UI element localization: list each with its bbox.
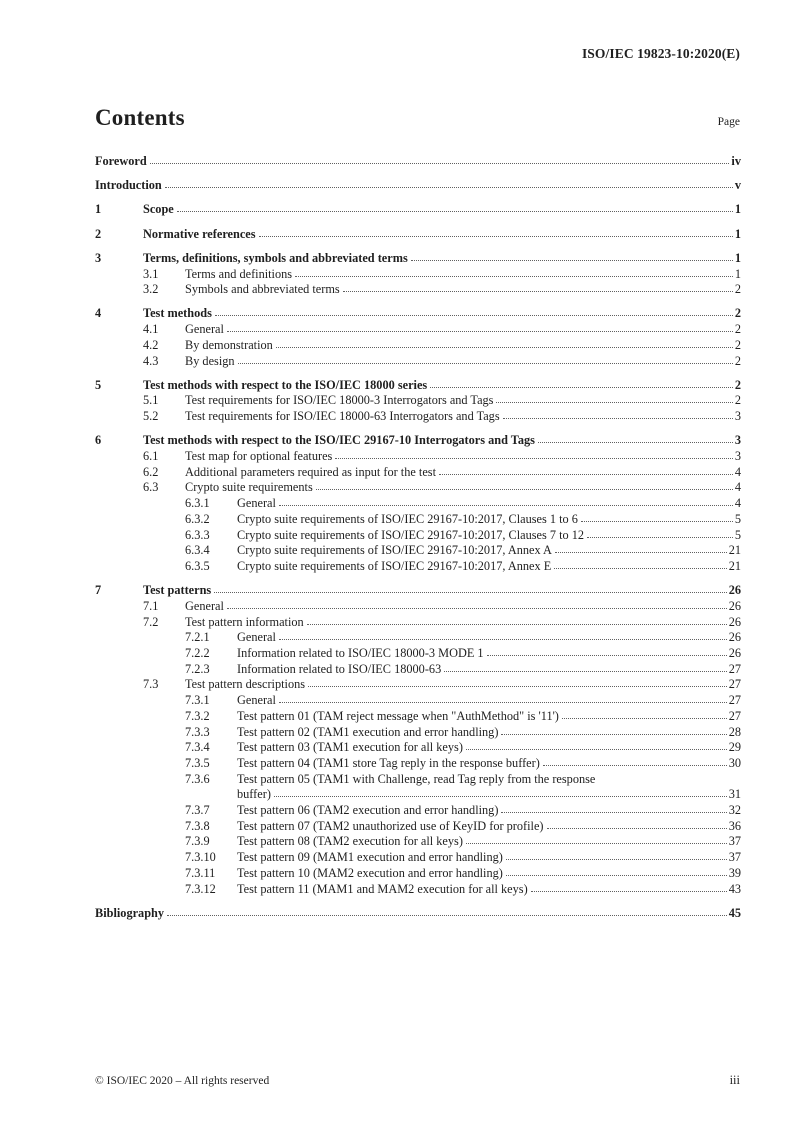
- toc-leader-dots: [279, 702, 727, 703]
- toc-entry[interactable]: [95, 267, 741, 283]
- toc-entry-number: 7.3.4: [185, 740, 210, 755]
- toc-entry-number: 7.3.10: [185, 850, 216, 865]
- toc-entry-label: Test pattern 01 (TAM reject message when "AuthMethod" is '11'): [237, 708, 559, 723]
- toc-entry-label: Scope: [143, 202, 174, 217]
- toc-entry-number: 7.2.3: [185, 661, 210, 676]
- toc-entry[interactable]: [95, 528, 741, 544]
- toc-entry-page: 27: [728, 708, 741, 723]
- toc-entry-number: 4.1: [143, 322, 159, 337]
- toc-entry-label: Test requirements for ISO/IEC 18000-3 Interrogators and Tags: [185, 393, 494, 408]
- toc-entry-label: General: [237, 496, 276, 511]
- toc-entry-label: Test pattern 08 (TAM2 execution for all keys): [237, 834, 463, 849]
- toc-entry-page: 26: [728, 630, 741, 645]
- toc-entry-label: Test pattern descriptions: [185, 677, 306, 692]
- toc-entry[interactable]: [95, 583, 741, 599]
- toc-entry-number: 7.1: [143, 598, 159, 613]
- toc-entry-number: 7.2.1: [185, 630, 210, 645]
- toc-entry-number: 7.3.8: [185, 818, 210, 833]
- toc-entry-number: 5.1: [143, 393, 159, 408]
- toc-entry-page: 26: [728, 583, 741, 598]
- toc-entry[interactable]: [95, 740, 741, 756]
- toc-leader-dots: [506, 875, 727, 876]
- toc-leader-dots: [506, 859, 727, 860]
- toc-entry-page: 30: [728, 755, 741, 770]
- toc-entry-page: 3: [734, 433, 741, 448]
- toc-entry[interactable]: [95, 409, 741, 425]
- toc-entry-number: 1: [95, 202, 102, 217]
- toc-entry-page: 2: [734, 282, 741, 297]
- toc-entry[interactable]: [95, 178, 741, 194]
- toc-entry-number: 4.3: [143, 353, 159, 368]
- toc-entry-label: Information related to ISO/IEC 18000-3 MODE 1: [237, 645, 484, 660]
- toc-leader-dots: [227, 331, 733, 332]
- toc-leader-dots: [165, 187, 733, 188]
- toc-leader-dots: [562, 718, 727, 719]
- toc-entry[interactable]: [95, 338, 741, 354]
- toc-leader-dots: [150, 163, 730, 164]
- toc-entry-number: 6.3.4: [185, 543, 210, 558]
- toc-entry-page: 31: [728, 787, 741, 802]
- toc-entry-number: 7.3.12: [185, 881, 216, 896]
- toc-entry-number: 5: [95, 377, 102, 392]
- toc-entry[interactable]: [95, 787, 741, 803]
- toc-entry-number: 3.2: [143, 282, 159, 297]
- toc-entry-label: By design: [185, 353, 235, 368]
- toc-entry-page: 26: [728, 598, 741, 613]
- page-column-label: Page: [717, 116, 740, 128]
- toc-entry-page: 37: [728, 850, 741, 865]
- toc-entry-label: Terms, definitions, symbols and abbreviated terms: [143, 250, 408, 265]
- toc-entry-page: 21: [728, 543, 741, 558]
- toc-entry-page: 43: [728, 881, 741, 896]
- toc-entry-label: Test pattern 02 (TAM1 execution and error handling): [237, 724, 499, 739]
- toc-leader-dots: [444, 671, 726, 672]
- toc-leader-dots: [466, 843, 727, 844]
- document-footer: [95, 1073, 740, 1088]
- toc-entry-number: 6.3.5: [185, 558, 210, 573]
- toc-entry-number: 7.3.6: [185, 771, 210, 786]
- toc-entry-label: Additional parameters required as input for the test: [185, 464, 436, 479]
- toc-leader-dots: [307, 624, 727, 625]
- toc-leader-dots: [276, 347, 733, 348]
- toc-entry[interactable]: [95, 512, 741, 528]
- toc-leader-dots: [335, 458, 733, 459]
- toc-entry[interactable]: [95, 677, 741, 693]
- toc-leader-dots: [555, 552, 727, 553]
- toc-entry-number: 6.1: [143, 449, 159, 464]
- toc-entry-label: General: [237, 630, 276, 645]
- toc-entry-label: Terms and definitions: [185, 266, 293, 281]
- toc-leader-dots: [547, 828, 727, 829]
- toc-entry[interactable]: [95, 449, 741, 465]
- toc-entry-number: 5.2: [143, 409, 159, 424]
- toc-entry[interactable]: [95, 662, 741, 678]
- toc-entry-page: v: [734, 178, 741, 193]
- toc-leader-dots: [279, 639, 727, 640]
- toc-entry-page: 2: [734, 377, 741, 392]
- toc-entry[interactable]: [95, 615, 741, 631]
- toc-entry[interactable]: [95, 322, 741, 338]
- toc-entry-number: 7.3.2: [185, 708, 210, 723]
- toc-entry-page: 3: [734, 449, 741, 464]
- document-id-header: ISO/IEC 19823-10:2020(E): [581, 46, 740, 61]
- toc-entry[interactable]: [95, 866, 741, 882]
- toc-entry[interactable]: [95, 882, 741, 898]
- toc-entry-page: 4: [734, 464, 741, 479]
- toc-entry-page: 45: [728, 905, 741, 920]
- toc-entry-label: Test pattern 11 (MAM1 and MAM2 execution for all keys): [237, 881, 528, 896]
- toc-entry-label: Crypto suite requirements: [185, 480, 313, 495]
- toc-entry[interactable]: [95, 465, 741, 481]
- toc-entry-page: 37: [728, 834, 741, 849]
- toc-entry-label: Introduction: [95, 178, 162, 193]
- toc-entry-label: Crypto suite requirements of ISO/IEC 29167-10:2017, Clauses 1 to 6: [237, 511, 578, 526]
- toc-entry[interactable]: [95, 693, 741, 709]
- toc-entry-label: Test methods with respect to the ISO/IEC 18000 series: [143, 377, 428, 392]
- toc-leader-dots: [308, 686, 727, 687]
- toc-entry-number: 7: [95, 583, 102, 598]
- toc-entry[interactable]: [95, 393, 741, 409]
- toc-entry-page: 2: [734, 393, 741, 408]
- toc-entry-label: Test pattern 06 (TAM2 execution and error handling): [237, 803, 499, 818]
- toc-entry-label: Test pattern 05 (TAM1 with Challenge, read Tag reply from the response: [237, 771, 596, 786]
- toc-list: [95, 154, 741, 921]
- toc-entry-number: 7.3.3: [185, 724, 210, 739]
- toc-entry-number: 7.2: [143, 614, 159, 629]
- toc-entry[interactable]: [95, 306, 741, 322]
- toc-entry[interactable]: [95, 543, 741, 559]
- toc-entry-label: Test pattern 03 (TAM1 execution for all keys): [237, 740, 463, 755]
- toc-entry-page: 39: [728, 865, 741, 880]
- toc-leader-dots: [501, 812, 726, 813]
- toc-leader-dots: [411, 260, 733, 261]
- toc-leader-dots: [487, 655, 727, 656]
- toc-entry-label: Bibliography: [95, 905, 165, 920]
- footer-page-number: iii: [729, 1073, 740, 1087]
- toc-entry-number: 6.3.2: [185, 511, 210, 526]
- toc-leader-dots: [238, 363, 733, 364]
- toc-entry-label: Crypto suite requirements of ISO/IEC 29167-10:2017, Annex E: [237, 558, 552, 573]
- toc-entry-page: 1: [734, 250, 741, 265]
- toc-leader-dots: [501, 734, 726, 735]
- toc-entry-number: 3.1: [143, 266, 159, 281]
- toc-leader-dots: [343, 291, 733, 292]
- toc-entry-label: Normative references: [143, 226, 256, 241]
- toc-entry[interactable]: [95, 154, 741, 170]
- toc-entry-page: 2: [734, 337, 741, 352]
- toc-entry[interactable]: [95, 354, 741, 370]
- contents-header: [95, 105, 740, 131]
- toc-entry-number: 4.2: [143, 337, 159, 352]
- toc-entry[interactable]: [95, 480, 741, 496]
- toc-entry[interactable]: [95, 850, 741, 866]
- toc-entry-page: 21: [728, 558, 741, 573]
- toc-entry-number: 7.3.11: [185, 865, 216, 880]
- toc-leader-dots: [531, 891, 727, 892]
- toc-leader-dots: [227, 608, 727, 609]
- toc-entry-page: 26: [728, 645, 741, 660]
- toc-entry[interactable]: [95, 599, 741, 615]
- toc-entry[interactable]: [95, 906, 741, 922]
- toc-leader-dots: [503, 418, 733, 419]
- toc-entry-label: Test requirements for ISO/IEC 18000-63 Interrogators and Tags: [185, 409, 500, 424]
- toc-entry-label: Crypto suite requirements of ISO/IEC 29167-10:2017, Clauses 7 to 12: [237, 527, 585, 542]
- toc-entry-number: 6.2: [143, 464, 159, 479]
- toc-entry-label: General: [237, 693, 276, 708]
- toc-entry-number: 7.3: [143, 677, 159, 692]
- toc-leader-dots: [279, 505, 733, 506]
- toc-entry-page: 4: [734, 496, 741, 511]
- toc-entry-number: 7.3.1: [185, 693, 210, 708]
- toc-entry-page: 28: [728, 724, 741, 739]
- toc-entry-page: 1: [734, 226, 741, 241]
- toc-entry-page: 1: [734, 202, 741, 217]
- toc-entry-number: 6.3.3: [185, 527, 210, 542]
- toc-entry-label: Test pattern 10 (MAM2 execution and error handling): [237, 865, 503, 880]
- toc-entry[interactable]: [95, 834, 741, 850]
- toc-entry[interactable]: [95, 725, 741, 741]
- toc-entry[interactable]: [95, 630, 741, 646]
- toc-entry-label: Test pattern information: [185, 614, 304, 629]
- toc-leader-dots: [581, 521, 733, 522]
- toc-entry-label: Test pattern 09 (MAM1 execution and error handling): [237, 850, 503, 865]
- toc-leader-dots: [214, 592, 727, 593]
- toc-entry[interactable]: [95, 646, 741, 662]
- toc-entry-page: 32: [728, 803, 741, 818]
- toc-entry[interactable]: [95, 378, 741, 394]
- toc-leader-dots: [587, 537, 733, 538]
- toc-leader-dots: [439, 474, 733, 475]
- toc-entry-number: 4: [95, 306, 102, 321]
- toc-entry-page: 1: [734, 266, 741, 281]
- toc-entry-page: 26: [728, 614, 741, 629]
- toc-entry-number: 6.3: [143, 480, 159, 495]
- toc-entry[interactable]: [95, 756, 741, 772]
- toc-entry[interactable]: [95, 496, 741, 512]
- toc-leader-dots: [259, 236, 733, 237]
- toc-entry-label: Information related to ISO/IEC 18000-63: [237, 661, 442, 676]
- toc-leader-dots: [543, 765, 727, 766]
- toc-entry[interactable]: [95, 559, 741, 575]
- toc-entry-label: Test methods: [143, 306, 212, 321]
- toc-entry-number: 6: [95, 433, 102, 448]
- toc-entry[interactable]: [95, 433, 741, 449]
- contents-title: Contents: [95, 105, 185, 130]
- toc-leader-dots: [316, 489, 733, 490]
- toc-entry[interactable]: [95, 819, 741, 835]
- toc-entry-page: 2: [734, 322, 741, 337]
- toc-entry-page: iv: [731, 154, 741, 168]
- toc-entry-page: 3: [734, 409, 741, 424]
- toc-entry-number: 6.3.1: [185, 496, 210, 511]
- toc-entry-label: General: [185, 322, 224, 337]
- toc-entry-number: 2: [95, 226, 102, 241]
- toc-entry-label: By demonstration: [185, 337, 273, 352]
- toc-leader-dots: [274, 796, 727, 797]
- toc-entry-label: Symbols and abbreviated terms: [185, 282, 340, 297]
- toc-entry-label: Test pattern 04 (TAM1 store Tag reply in the response buffer): [237, 755, 540, 770]
- toc-leader-dots: [538, 442, 733, 443]
- toc-leader-dots: [215, 315, 733, 316]
- toc-entry[interactable]: [95, 709, 741, 725]
- toc-leader-dots: [496, 402, 732, 403]
- toc-entry-label: buffer): [237, 787, 271, 802]
- toc-entry-label: Test methods with respect to the ISO/IEC 29167-10 Interrogators and Tags: [143, 433, 535, 448]
- toc-entry-number: 7.3.5: [185, 755, 210, 770]
- toc-entry[interactable]: [95, 227, 741, 243]
- toc-entry-label: General: [185, 598, 224, 613]
- toc-entry-number: 7.2.2: [185, 645, 210, 660]
- toc-leader-dots: [167, 915, 727, 916]
- toc-entry-label: Test map for optional features: [185, 449, 333, 464]
- toc-leader-dots: [177, 211, 733, 212]
- toc-entry-page: 27: [728, 693, 741, 708]
- toc-entry-label: Foreword: [95, 154, 147, 168]
- toc-entry-number: 7.3.7: [185, 803, 210, 818]
- toc-leader-dots: [295, 276, 733, 277]
- toc-entry-page: 29: [728, 740, 741, 755]
- toc-leader-dots: [430, 387, 733, 388]
- toc-entry-page: 27: [728, 661, 741, 676]
- toc-entry-page: 5: [734, 527, 741, 542]
- toc-entry[interactable]: [95, 772, 741, 788]
- toc-entry[interactable]: [95, 251, 741, 267]
- toc-entry-number: 7.3.9: [185, 834, 210, 849]
- footer-copyright: © ISO/IEC 2020 – All rights reserved: [95, 1075, 270, 1087]
- toc-entry-page: 27: [728, 677, 741, 692]
- toc-entry-label: Test pattern 07 (TAM2 unauthorized use of KeyID for profile): [237, 818, 544, 833]
- toc-entry-number: 3: [95, 250, 102, 265]
- toc-entry-label: Crypto suite requirements of ISO/IEC 29167-10:2017, Annex A: [237, 543, 552, 558]
- toc-entry-page: 2: [734, 353, 741, 368]
- toc-entry[interactable]: [95, 202, 741, 218]
- toc-entry-label: Test patterns: [143, 583, 212, 598]
- toc-entry[interactable]: [95, 282, 741, 298]
- toc-entry-page: 36: [728, 818, 741, 833]
- toc-entry[interactable]: [95, 803, 741, 819]
- toc-leader-dots: [466, 749, 727, 750]
- toc-leader-dots: [554, 568, 726, 569]
- toc-entry-page: 5: [734, 511, 741, 526]
- toc-entry-page: 2: [734, 306, 741, 321]
- toc-entry-page: 4: [734, 480, 741, 495]
